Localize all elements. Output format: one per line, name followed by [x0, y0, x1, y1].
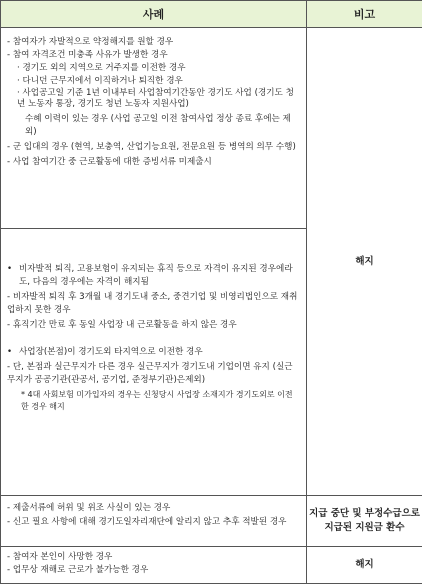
list-item: - 참여자 본인이 사망한 경우	[7, 551, 300, 564]
table-row	[1, 496, 422, 547]
list-item: · 사업공고일 기준 1년 이내부터 사업참여기간동안 경기도 사업 (경기도 청년 노동자 통장, 경기도 청년 노동자 지원사업)	[7, 88, 300, 110]
list-item: - 휴직기간 만료 후 동일 사업장 내 근로활동을 하지 않은 경우	[7, 319, 300, 332]
list-item: - 업무상 재해로 근로가 불가능한 경우	[7, 564, 300, 577]
list-item: - 참여 자격조건 미충족 사유가 발생한 경우	[7, 49, 300, 62]
list-item: - 비자발적 퇴직 후 3개월 내 경기도내 중소, 중견기업 및 비영리법인으로 재취업하지 못한 경우	[7, 291, 300, 317]
note-text: * 4대 사회보험 미가입자의 경우는 신청당시 사업장 소재지가 경기도외로 이전한 경우 해지	[7, 389, 300, 413]
header-remarks: 비고	[307, 1, 422, 28]
list-item: • 사업장(본점)이 경기도외 타지역으로 이전한 경우	[7, 346, 300, 359]
table-row	[1, 547, 422, 584]
list-item: - 사업 참여기간 중 근로활동에 대한 증빙서류 미제출시	[7, 156, 300, 169]
section4-cell	[1, 547, 307, 584]
remark-terminate-2: 해지	[307, 547, 422, 584]
list-item: - 제출서류에 허위 및 위조 사실이 있는 경우	[7, 502, 300, 515]
bullet-icon: •	[7, 263, 19, 289]
remark-suspend-refund: 지급 중단 및 부정수급으로 지급된 지원금 환수	[307, 496, 422, 547]
list-item: · 경기도 외의 지역으로 거주지를 이전한 경우	[7, 62, 300, 75]
bullet-icon: •	[7, 346, 19, 359]
section1-cell	[1, 28, 307, 229]
header-cases: 사례	[1, 1, 307, 28]
list-item: - 군 입대의 경우 (현역, 보충역, 산업기능요원, 전문요원 등 병역의 의무 수행)	[7, 141, 300, 154]
table-row	[1, 28, 422, 229]
section2-cell	[1, 229, 307, 496]
list-item: 수혜 이력이 있는 경우 (사업 공고일 이전 참여사업 정상 종료 후에는 제외)	[7, 113, 300, 139]
remark-terminate: 해지	[307, 28, 422, 496]
table-header-row	[1, 1, 422, 28]
list-item: - 신고 필요 사항에 대해 경기도일자리재단에 알리지 않고 추후 적발된 경우	[7, 517, 300, 528]
list-item: - 참여자가 자발적으로 약정해지를 원할 경우	[7, 36, 300, 49]
list-item: • 비자발적 퇴직, 고용보험이 유지되는 휴직 등으로 자격이 유지된 경우에라도, 다음의 경우에는 자격이 해지됨	[7, 263, 300, 289]
section3-cell	[1, 496, 307, 547]
list-item: - 단, 본점과 실근무지가 다른 경우 실근무지가 경기도내 기업이면 유지 (실근무지가 공공기관(관공서, 공기업, 준정부기관)은제외)	[7, 361, 300, 387]
list-item: · 다니던 근무지에서 이직하거나 퇴직한 경우	[7, 75, 300, 88]
